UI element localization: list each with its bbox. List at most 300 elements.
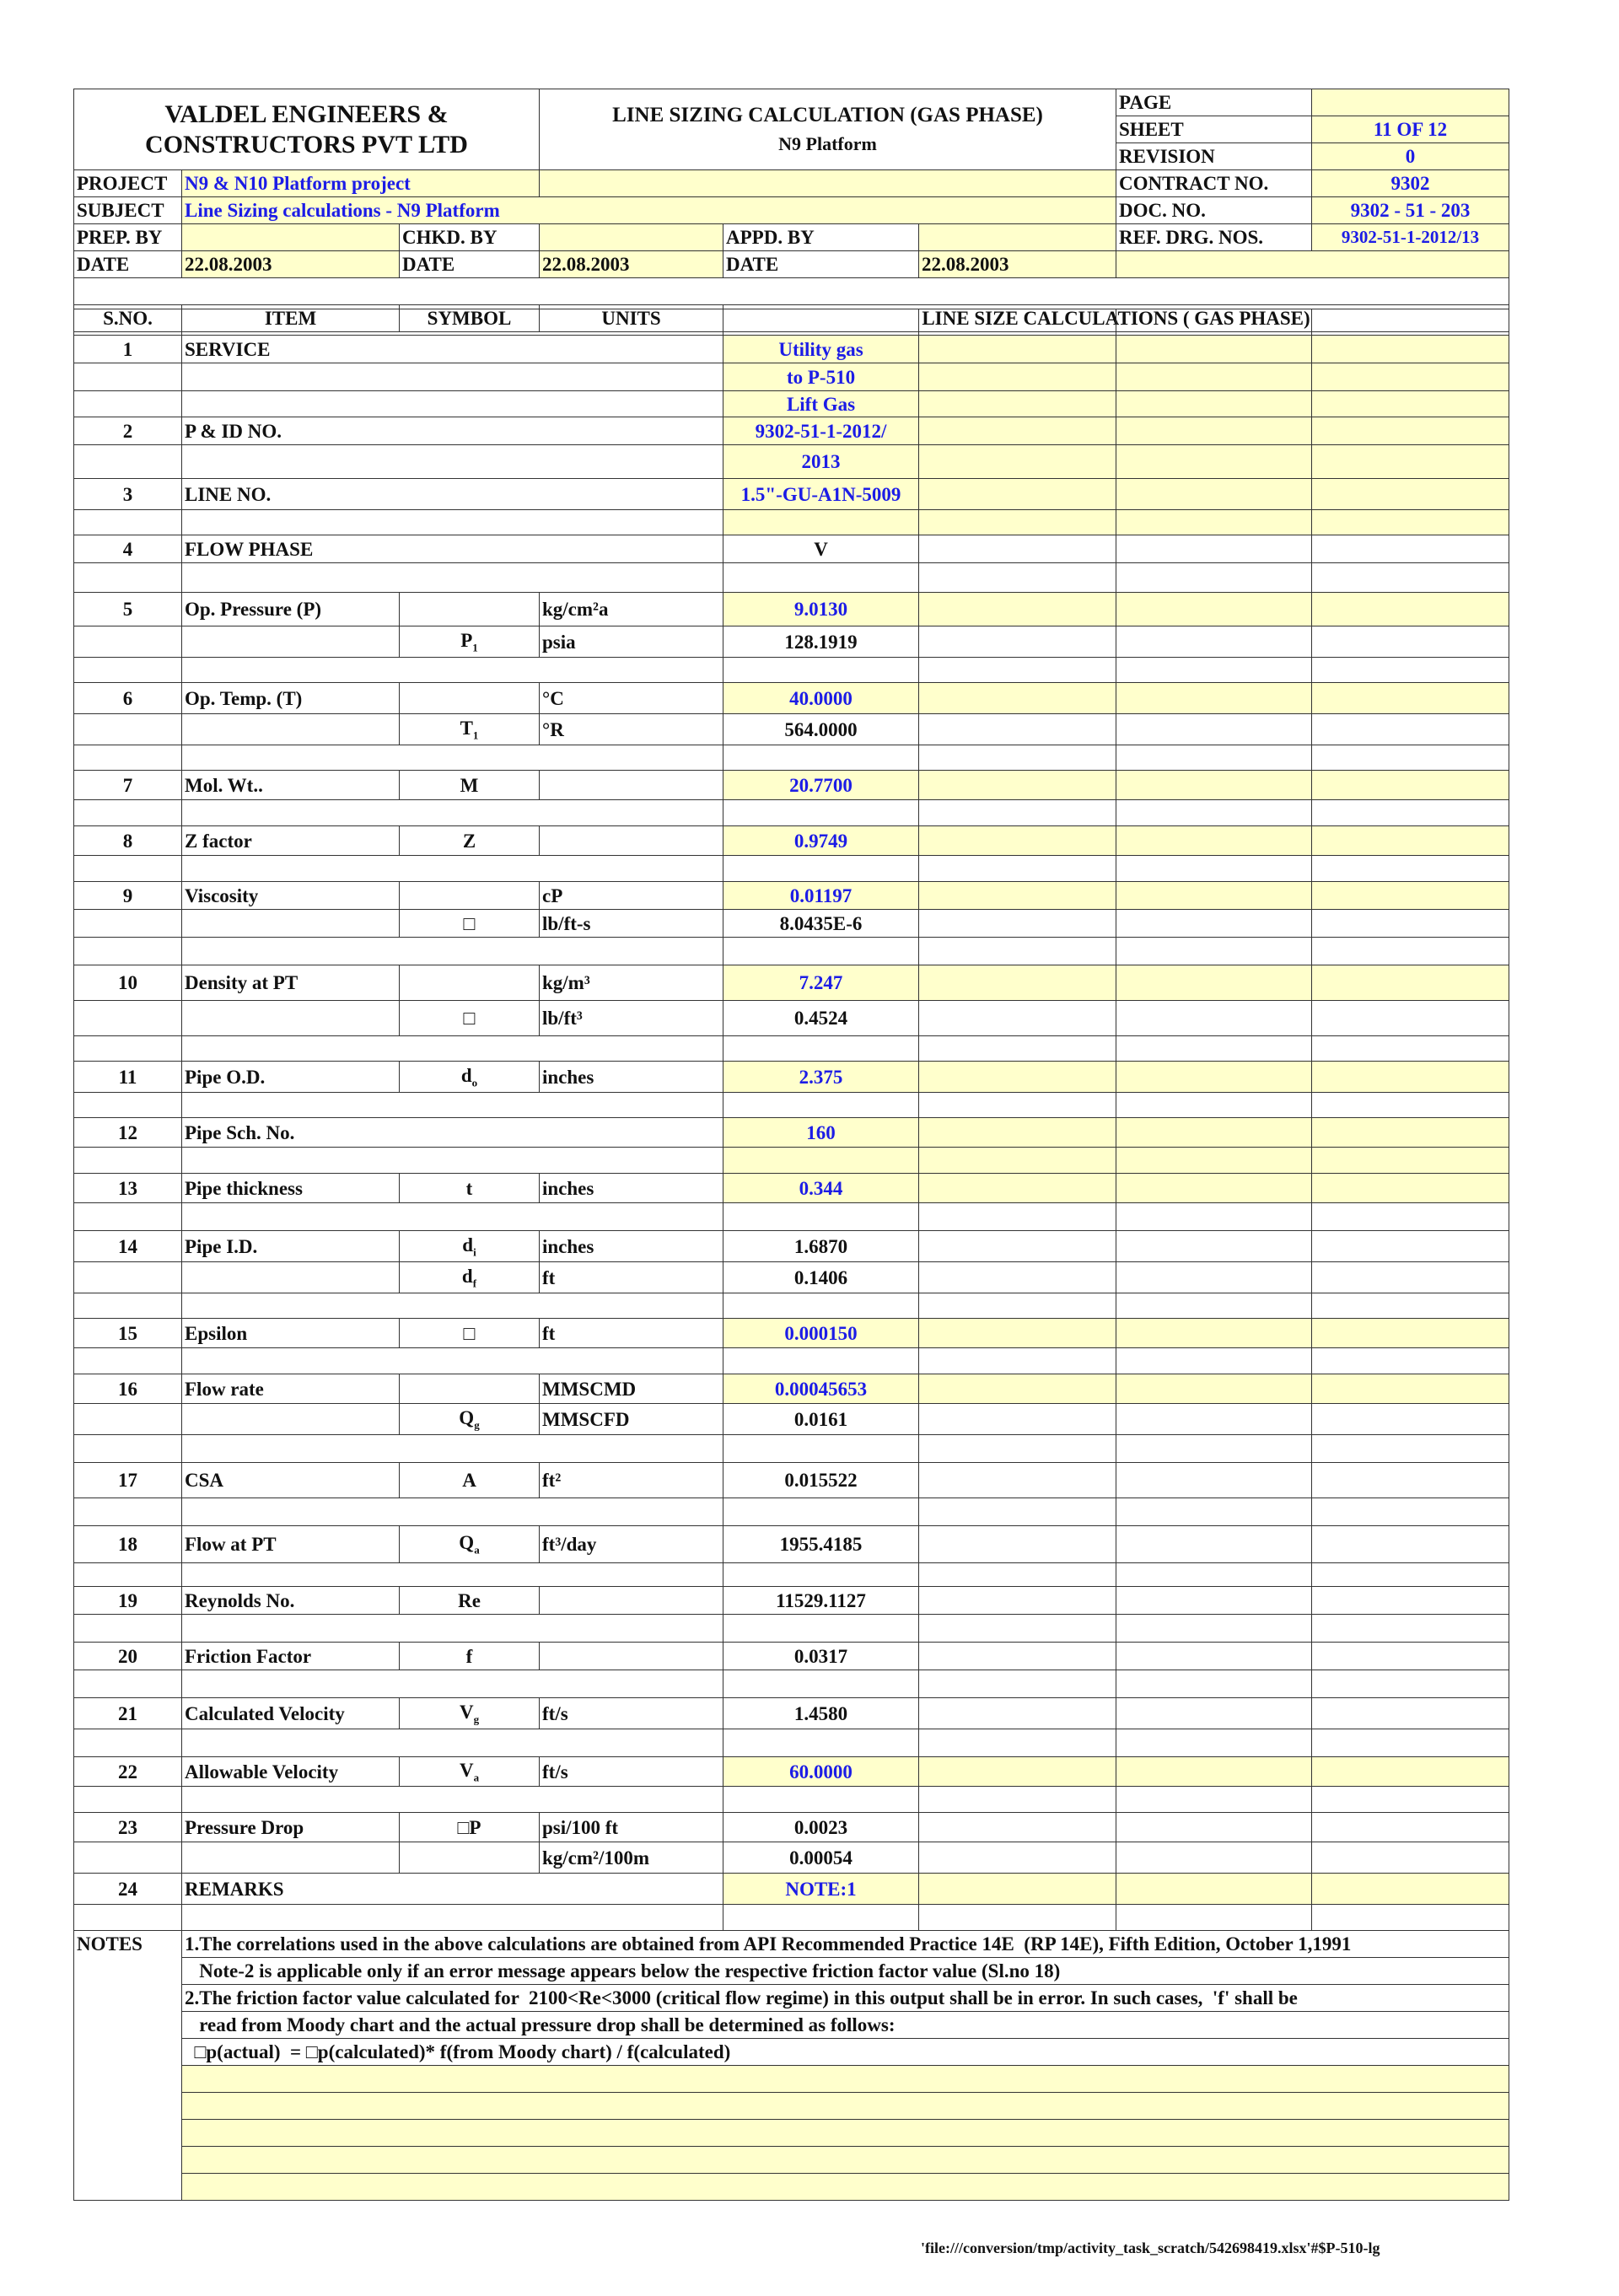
spacer-cell [74, 1203, 182, 1231]
spacer-value-cell[interactable] [723, 510, 919, 535]
row-input-value[interactable]: 7.247 [723, 965, 919, 1001]
row-extra-case-cell[interactable] [919, 1874, 1116, 1905]
symbol-subscript: o [471, 1076, 478, 1089]
row-extra-case-cell[interactable] [1116, 1174, 1312, 1203]
calc-row [74, 1062, 1509, 1093]
row-units: inches [540, 1062, 723, 1093]
row-extra-case-cell[interactable] [1312, 593, 1509, 626]
row-sno [74, 391, 182, 417]
spacer-value-cell[interactable] [1312, 510, 1509, 535]
spacer-value-cell [1116, 658, 1312, 683]
row-calculated-value: 564.0000 [723, 714, 919, 745]
calc-row [74, 1842, 1509, 1874]
row-extra-case-cell[interactable] [1312, 417, 1509, 445]
row-sno: 16 [74, 1374, 182, 1404]
row-item: Op. Pressure (P) [182, 593, 400, 626]
row-extra-case-cell[interactable] [919, 1319, 1116, 1348]
row-extra-case-cell [919, 1463, 1116, 1498]
row-item [182, 1001, 400, 1036]
row-sno: 3 [74, 479, 182, 510]
row-extra-case-cell[interactable] [919, 771, 1116, 800]
spacer-cell [74, 658, 182, 683]
row-item: Epsilon [182, 1319, 400, 1348]
spacer-value-cell[interactable] [919, 510, 1116, 535]
spacer-cell [74, 938, 182, 965]
row-input-value[interactable]: to P-510 [723, 363, 919, 391]
row-extra-case-cell[interactable] [919, 391, 1116, 417]
row-extra-case-cell[interactable] [1312, 1319, 1509, 1348]
row-extra-case-cell[interactable] [1312, 479, 1509, 510]
row-input-value[interactable]: Lift Gas [723, 391, 919, 417]
row-extra-case-cell[interactable] [1116, 593, 1312, 626]
row-symbol: f [400, 1643, 540, 1670]
doc-label: DOC. NO. [1116, 197, 1312, 224]
spacer-value-cell[interactable] [1116, 510, 1312, 535]
row-extra-case-cell[interactable] [1312, 1374, 1509, 1404]
spacer-cell [74, 1348, 182, 1374]
calc-row [74, 336, 1509, 363]
spacer-value-cell [1312, 1203, 1509, 1231]
row-extra-case-cell [919, 714, 1116, 745]
row-input-value[interactable]: 20.7700 [723, 771, 919, 800]
row-extra-case-cell[interactable] [1312, 683, 1509, 714]
row-extra-case-cell[interactable] [919, 593, 1116, 626]
row-extra-case-cell [1116, 1813, 1312, 1842]
row-extra-case-cell[interactable] [919, 336, 1116, 363]
spacer-value-cell [1116, 1293, 1312, 1319]
spacer-value-cell [919, 658, 1116, 683]
spacer-value-cell [723, 745, 919, 771]
col-header-calc: LINE SIZE CALCULATIONS ( GAS PHASE) [723, 305, 1509, 332]
prep-value[interactable] [182, 224, 400, 251]
row-sno: 24 [74, 1874, 182, 1905]
row-symbol [400, 965, 540, 1001]
appd-label: APPD. BY [723, 224, 919, 251]
note-row [74, 2012, 1509, 2039]
spacer-row [74, 1498, 1509, 1526]
row-extra-case-cell[interactable] [1116, 391, 1312, 417]
spacer-cell [74, 1563, 182, 1587]
spacer-row [74, 1729, 1509, 1757]
row-item [182, 363, 723, 391]
spacer-value-cell [1116, 309, 1312, 336]
symbol-subscript: f [472, 1277, 477, 1290]
spacer-row [74, 1293, 1509, 1319]
calc-row [74, 1374, 1509, 1404]
row-extra-case-cell [1116, 535, 1312, 563]
row-sno: 5 [74, 593, 182, 626]
row-symbol: M [400, 771, 540, 800]
row-extra-case-cell[interactable] [919, 445, 1116, 479]
row-extra-case-cell[interactable] [1116, 1118, 1312, 1148]
calc-row [74, 1001, 1509, 1036]
row-extra-case-cell[interactable] [1116, 1319, 1312, 1348]
sheet-label: SHEET [1116, 116, 1312, 143]
row-sno: 21 [74, 1698, 182, 1729]
row-sno: 10 [74, 965, 182, 1001]
row-sno [74, 1404, 182, 1435]
spacer-value-cell [919, 800, 1116, 826]
spacer-cell [74, 1498, 182, 1526]
row-symbol: □ [400, 1319, 540, 1348]
note-blank-cell[interactable] [182, 2066, 1509, 2093]
row-symbol: $Q_a$ [400, 1526, 540, 1563]
row-extra-case-cell[interactable] [919, 417, 1116, 445]
spacer-value-cell [723, 1093, 919, 1118]
row-extra-case-cell[interactable] [1312, 336, 1509, 363]
spacer-value-cell [1312, 800, 1509, 826]
date-chkd[interactable]: 22.08.2003 [540, 251, 723, 278]
spacer-value-cell [723, 1348, 919, 1374]
row-input-value[interactable]: 1.5"-GU-A1N-5009 [723, 479, 919, 510]
contract-value[interactable]: 9302 [1312, 170, 1509, 197]
row-units: ft/s [540, 1698, 723, 1729]
row-item [182, 626, 400, 658]
symbol-subscript: 1 [472, 641, 478, 654]
row-extra-case-cell[interactable] [919, 1118, 1116, 1148]
row-extra-case-cell[interactable] [1116, 826, 1312, 856]
row-input-value[interactable]: 2013 [723, 445, 919, 479]
row-symbol: A [400, 1463, 540, 1498]
row-input-value[interactable]: 0.01197 [723, 882, 919, 910]
row-extra-case-cell[interactable] [1116, 479, 1312, 510]
spacer-value-cell [723, 800, 919, 826]
calc-row [74, 417, 1509, 445]
page-label: PAGE [1116, 89, 1312, 116]
row-extra-case-cell[interactable] [1312, 965, 1509, 1001]
row-extra-case-cell [919, 535, 1116, 563]
spacer-value-cell [1312, 1498, 1509, 1526]
row-input-value[interactable]: 2.375 [723, 1062, 919, 1093]
row-extra-case-cell [1116, 626, 1312, 658]
calc-row [74, 593, 1509, 626]
calc-row [74, 445, 1509, 479]
row-extra-case-cell [1312, 1813, 1509, 1842]
note-blank-cell[interactable] [182, 2093, 1509, 2120]
spacer-row [74, 1563, 1509, 1587]
row-symbol: Z [400, 826, 540, 856]
row-sno: 6 [74, 683, 182, 714]
symbol-subscript: a [473, 1771, 480, 1784]
row-symbol: $d_o$ [400, 1062, 540, 1093]
spacer-value-cell [1116, 938, 1312, 965]
row-item [182, 391, 723, 417]
spacer-cell [182, 1905, 723, 1931]
spacer-row [74, 1787, 1509, 1813]
row-symbol: □ [400, 1001, 540, 1036]
row-sno [74, 714, 182, 745]
row-extra-case-cell [1116, 1463, 1312, 1498]
col-header-sno: S.NO. [74, 305, 182, 332]
doc-value[interactable]: 9302 - 51 - 203 [1312, 197, 1509, 224]
row-extra-case-cell [919, 1698, 1116, 1729]
calc-row [74, 826, 1509, 856]
spacer-cell [74, 1729, 182, 1757]
spacer-value-cell [1116, 1036, 1312, 1062]
row-sno: 7 [74, 771, 182, 800]
row-extra-case-cell[interactable] [1312, 1874, 1509, 1905]
note-blank-row [74, 2093, 1509, 2120]
note-line: 2.The friction factor value calculated for 2100<Re<3000 (critical flow regime) in this output shall be in error. In such cases, 'f' shall be [182, 1985, 1509, 2012]
row-input-value[interactable]: 9302-51-1-2012/ [723, 417, 919, 445]
row-sno [74, 363, 182, 391]
date-extra-cell[interactable] [1116, 251, 1509, 278]
calc-row [74, 1874, 1509, 1905]
row-extra-case-cell[interactable] [919, 1374, 1116, 1404]
spacer-value-cell [723, 563, 919, 593]
row-extra-case-cell [919, 1842, 1116, 1874]
row-input-value[interactable]: 0.9749 [723, 826, 919, 856]
row-sno: 12 [74, 1118, 182, 1148]
row-extra-case-cell[interactable] [1116, 1374, 1312, 1404]
calc-row [74, 363, 1509, 391]
row-extra-case-cell[interactable] [1312, 1118, 1509, 1148]
spacer-value-cell [723, 1615, 919, 1643]
spacer-row [74, 1203, 1509, 1231]
row-extra-case-cell [1116, 1587, 1312, 1615]
row-extra-case-cell[interactable] [919, 683, 1116, 714]
row-extra-case-cell[interactable] [919, 1174, 1116, 1203]
row-input-value[interactable]: 0.000150 [723, 1319, 919, 1348]
row-sno [74, 445, 182, 479]
spacer-value-cell [1116, 745, 1312, 771]
row-extra-case-cell[interactable] [1116, 336, 1312, 363]
row-extra-case-cell [1116, 714, 1312, 745]
calc-row [74, 882, 1509, 910]
row-extra-case-cell[interactable] [919, 1062, 1116, 1093]
spacer-row [74, 1148, 1509, 1174]
spacer-value-cell[interactable] [723, 1148, 919, 1174]
spacer-value-cell [723, 1787, 919, 1813]
row-extra-case-cell[interactable] [1116, 445, 1312, 479]
spacer-cell [74, 1148, 182, 1174]
revision-value[interactable]: 0 [1312, 143, 1509, 170]
row-extra-case-cell[interactable] [919, 363, 1116, 391]
row-extra-case-cell[interactable] [919, 826, 1116, 856]
row-extra-case-cell[interactable] [1116, 965, 1312, 1001]
spacer-value-cell[interactable] [1312, 1148, 1509, 1174]
spacer-value-cell [723, 1498, 919, 1526]
spacer-cell [74, 309, 182, 336]
appd-value[interactable] [919, 224, 1116, 251]
row-extra-case-cell[interactable] [1312, 1174, 1509, 1203]
row-input-value[interactable]: NOTE:1 [723, 1874, 919, 1905]
row-extra-case-cell [1116, 1262, 1312, 1293]
row-extra-case-cell[interactable] [919, 479, 1116, 510]
row-extra-case-cell[interactable] [1116, 771, 1312, 800]
row-sno: 22 [74, 1757, 182, 1787]
spacer-value-cell [1312, 1348, 1509, 1374]
row-calculated-value: 0.0161 [723, 1404, 919, 1435]
spacer-cell [182, 1203, 723, 1231]
note-line: □p(actual) = □p(calculated)* f(from Moody chart) / f(calculated) [182, 2039, 1509, 2066]
row-extra-case-cell[interactable] [1116, 683, 1312, 714]
spacer-value-cell [1312, 1293, 1509, 1319]
row-item: Flow rate [182, 1374, 400, 1404]
calc-row [74, 1404, 1509, 1435]
note-line: Note-2 is applicable only if an error message appears below the respective friction factor value (Sl.no 18) [182, 1958, 1509, 1985]
chkd-value[interactable] [540, 224, 723, 251]
note-blank-row [74, 2147, 1509, 2174]
row-sno: 2 [74, 417, 182, 445]
row-extra-case-cell[interactable] [1116, 417, 1312, 445]
spacer-cell [182, 938, 723, 965]
spacer-value-cell [1312, 745, 1509, 771]
date-label-appd: DATE [723, 251, 919, 278]
spacer-value-cell [1312, 938, 1509, 965]
row-extra-case-cell[interactable] [1116, 1757, 1312, 1787]
spacer-value-cell [1116, 1729, 1312, 1757]
spacer-cell [74, 1905, 182, 1931]
row-symbol: t [400, 1174, 540, 1203]
row-input-value[interactable]: 60.0000 [723, 1757, 919, 1787]
row-units: ft² [540, 1463, 723, 1498]
calc-row [74, 626, 1509, 658]
project-value[interactable]: N9 & N10 Platform project [182, 170, 540, 197]
ref-value[interactable]: 9302-51-1-2012/13 [1312, 224, 1509, 251]
spacer-value-cell [919, 938, 1116, 965]
page-value[interactable] [1312, 89, 1509, 116]
col-header-item: ITEM [182, 305, 400, 332]
row-extra-case-cell[interactable] [1116, 363, 1312, 391]
row-symbol: Re [400, 1587, 540, 1615]
row-extra-case-cell [1116, 1526, 1312, 1563]
row-extra-case-cell[interactable] [1312, 445, 1509, 479]
row-units: ft/s [540, 1757, 723, 1787]
row-symbol: $V_g$ [400, 1698, 540, 1729]
spacer-cell [74, 800, 182, 826]
row-extra-case-cell [919, 1643, 1116, 1670]
symbol-subscript: i [473, 1245, 476, 1259]
row-extra-case-cell[interactable] [1312, 1062, 1509, 1093]
date-label-chkd: DATE [400, 251, 540, 278]
spacer-cell [182, 1787, 723, 1813]
spacer-cell [74, 1293, 182, 1319]
row-units: ft [540, 1319, 723, 1348]
row-extra-case-cell[interactable] [1116, 1874, 1312, 1905]
spacer-cell [182, 563, 723, 593]
row-extra-case-cell[interactable] [919, 882, 1116, 910]
row-input-value[interactable]: Utility gas [723, 336, 919, 363]
row-extra-case-cell[interactable] [1312, 363, 1509, 391]
row-extra-case-cell[interactable] [1312, 1757, 1509, 1787]
spacer-cell [74, 563, 182, 593]
spacer-value-cell [919, 1203, 1116, 1231]
spacer-row [74, 1348, 1509, 1374]
symbol-subscript: g [473, 1713, 480, 1726]
note-blank-cell[interactable] [182, 2174, 1509, 2201]
row-extra-case-cell[interactable] [1116, 882, 1312, 910]
row-extra-case-cell [1312, 910, 1509, 938]
row-item: Reynolds No. [182, 1587, 400, 1615]
row-extra-case-cell [919, 1262, 1116, 1293]
row-calculated-value: 0.1406 [723, 1262, 919, 1293]
spacer-cell [182, 1348, 723, 1374]
row-input-value[interactable]: 160 [723, 1118, 919, 1148]
calc-row [74, 391, 1509, 417]
subject-value[interactable]: Line Sizing calculations - N9 Platform [182, 197, 1116, 224]
note-blank-cell[interactable] [182, 2120, 1509, 2147]
row-extra-case-cell[interactable] [1312, 826, 1509, 856]
row-extra-case-cell[interactable] [1312, 391, 1509, 417]
project-extra-cell[interactable] [540, 170, 1116, 197]
row-extra-case-cell[interactable] [919, 965, 1116, 1001]
row-extra-case-cell [919, 1404, 1116, 1435]
date-label-prep: DATE [74, 251, 182, 278]
row-extra-case-cell[interactable] [1116, 1062, 1312, 1093]
row-calculated-value: 0.015522 [723, 1463, 919, 1498]
row-extra-case-cell [1312, 1643, 1509, 1670]
row-extra-case-cell [919, 626, 1116, 658]
col-header-units: UNITS [540, 305, 723, 332]
spacer-value-cell [723, 309, 919, 336]
row-extra-case-cell [1312, 1463, 1509, 1498]
row-sno: 1 [74, 336, 182, 363]
spacer-value-cell [919, 1563, 1116, 1587]
spacer-value-cell [1116, 1905, 1312, 1931]
row-item: CSA [182, 1463, 400, 1498]
calc-row [74, 910, 1509, 938]
subject-label: SUBJECT [74, 197, 182, 224]
spacer-row [74, 563, 1509, 593]
spacer-value-cell [919, 1787, 1116, 1813]
row-extra-case-cell[interactable] [1312, 882, 1509, 910]
contract-label: CONTRACT NO. [1116, 170, 1312, 197]
row-input-value[interactable]: 9.0130 [723, 593, 919, 626]
row-input-value[interactable]: 0.344 [723, 1174, 919, 1203]
spacer-value-cell [1312, 1787, 1509, 1813]
row-item: Pipe O.D. [182, 1062, 400, 1093]
sheet-value[interactable]: 11 OF 12 [1312, 116, 1509, 143]
row-extra-case-cell [919, 1001, 1116, 1036]
row-extra-case-cell[interactable] [919, 1757, 1116, 1787]
note-blank-row [74, 2120, 1509, 2147]
note-blank-row [74, 2066, 1509, 2093]
row-item [182, 445, 723, 479]
row-item: Viscosity [182, 882, 400, 910]
calc-row [74, 535, 1509, 563]
spacer-value-cell [1116, 563, 1312, 593]
spacer-row [74, 1435, 1509, 1463]
row-sno [74, 1001, 182, 1036]
row-extra-case-cell[interactable] [1312, 771, 1509, 800]
row-calculated-value: V [723, 535, 919, 563]
date-prep[interactable]: 22.08.2003 [182, 251, 400, 278]
row-input-value[interactable]: 0.00045653 [723, 1374, 919, 1404]
row-item: Mol. Wt.. [182, 771, 400, 800]
note-blank-row [74, 2174, 1509, 2201]
ref-label: REF. DRG. NOS. [1116, 224, 1312, 251]
calc-row [74, 1174, 1509, 1203]
spacer-row [74, 510, 1509, 535]
date-appd[interactable]: 22.08.2003 [919, 251, 1116, 278]
spacer-value-cell[interactable] [1116, 1148, 1312, 1174]
spacer-cell [182, 856, 723, 882]
spacer-cell [74, 1670, 182, 1698]
spacer-row [74, 856, 1509, 882]
spacer-value-cell[interactable] [919, 1148, 1116, 1174]
row-input-value[interactable]: 40.0000 [723, 683, 919, 714]
calc-row [74, 683, 1509, 714]
spacer-value-cell [1116, 856, 1312, 882]
note-blank-cell[interactable] [182, 2147, 1509, 2174]
spacer-cell [74, 1093, 182, 1118]
spacer-cell [182, 745, 723, 771]
spacer-value-cell [1116, 1348, 1312, 1374]
spacer-value-cell [1116, 1203, 1312, 1231]
row-extra-case-cell [919, 1526, 1116, 1563]
spacer-row [74, 658, 1509, 683]
